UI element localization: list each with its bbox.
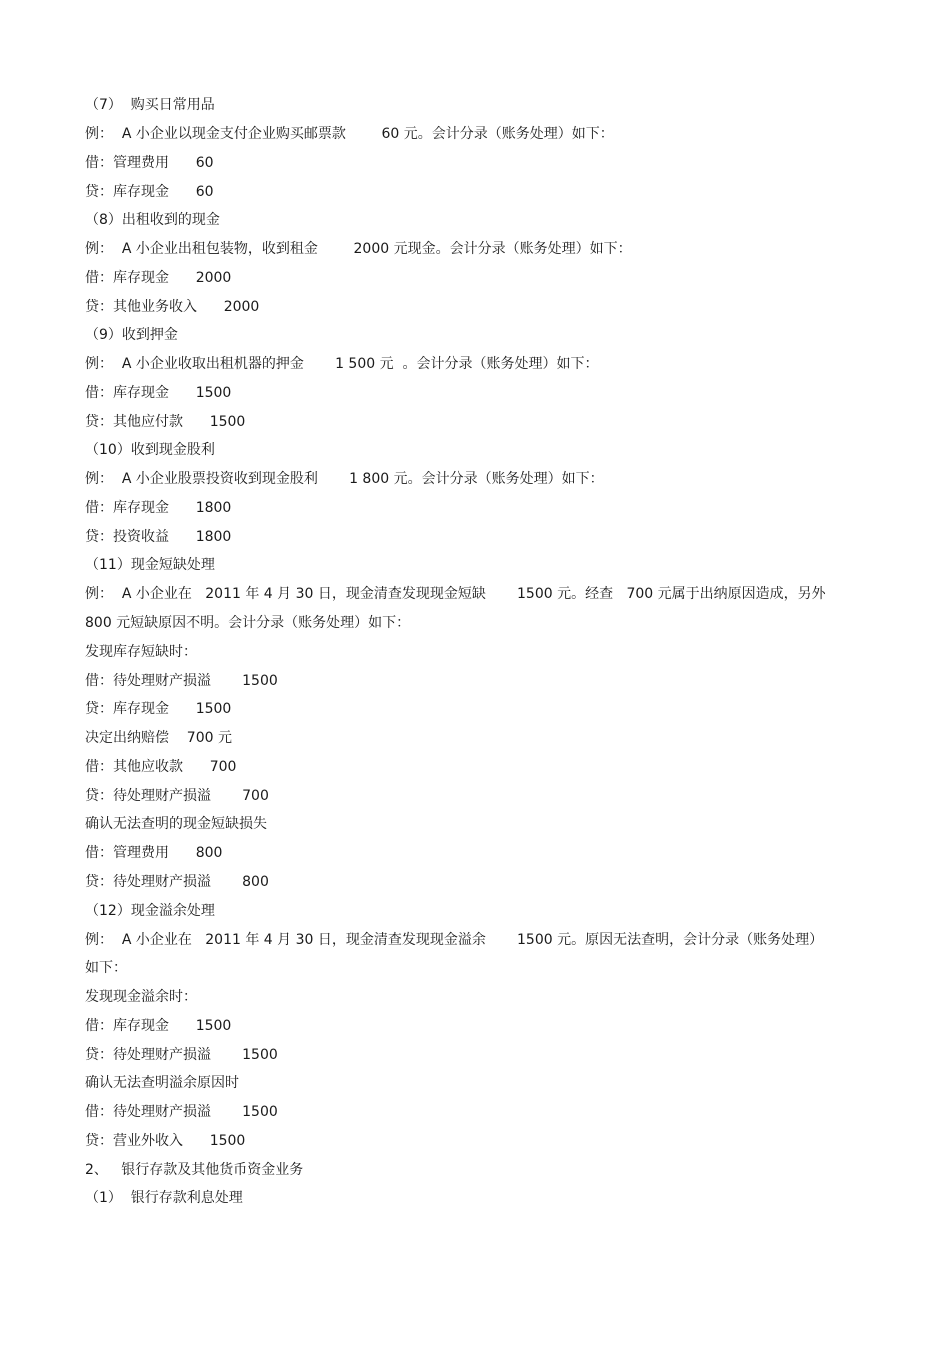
example-9: 例： A 小企业收取出租机器的押金 1 500 元 。会计分录（账务处理）如下： (85, 356, 599, 372)
section-heading-12: （12）现金溢余处理 (85, 903, 215, 919)
example-10: 例： A 小企业股票投资收到现金股利 1 800 元。会计分录（账务处理）如下： (85, 471, 604, 487)
credit-entry-11c: 贷：待处理财产损溢 800 (85, 874, 269, 890)
step-unexplained-loss: 确认无法查明的现金短缺损失 (85, 816, 267, 832)
debit-entry-11a: 借：待处理财产损溢 1500 (85, 673, 278, 689)
subsection-heading-1: （1） 银行存款利息处理 (85, 1190, 243, 1206)
section-heading-8: （8）出租收到的现金 (85, 212, 220, 228)
credit-entry-9: 贷：其他应付款 1500 (85, 414, 246, 430)
example-8: 例： A 小企业出租包装物，收到租金 2000 元现金。会计分录（账务处理）如下： (85, 241, 632, 257)
debit-entry-12b: 借：待处理财产损溢 1500 (85, 1104, 278, 1120)
debit-entry-11c: 借：管理费用 800 (85, 845, 223, 861)
credit-entry-8: 贷：其他业务收入 2000 (85, 299, 260, 315)
chapter-heading-2: 2、 银行存款及其他货币资金业务 (85, 1162, 304, 1178)
step-surplus-found: 发现现金溢余时： (85, 989, 197, 1005)
example-7: 例： A 小企业以现金支付企业购买邮票款 60 元。会计分录（账务处理）如下： (85, 126, 614, 142)
credit-entry-11a: 贷：库存现金 1500 (85, 701, 232, 717)
credit-entry-7: 贷：库存现金 60 (85, 184, 214, 200)
step-shortage-found: 发现库存短缺时： (85, 644, 197, 660)
debit-entry-12a: 借：库存现金 1500 (85, 1018, 232, 1034)
example-11: 例： A 小企业在 2011 年 4 月 30 日，现金清查发现现金短缺 1500 元。经查 700 元属于出纳原因造成，另外 (85, 586, 826, 602)
step-cashier-compensation: 决定出纳赔偿 700 元 (85, 730, 232, 746)
example-12: 例： A 小企业在 2011 年 4 月 30 日，现金清查发现现金溢余 1500 元。原因无法查明，会计分录（账务处理） (85, 932, 824, 948)
credit-entry-11b: 贷：待处理财产损溢 700 (85, 788, 269, 804)
debit-entry-7: 借：管理费用 60 (85, 155, 214, 171)
section-heading-11: （11）现金短缺处理 (85, 557, 215, 573)
section-heading-9: （9）收到押金 (85, 327, 178, 343)
credit-entry-12a: 贷：待处理财产损溢 1500 (85, 1047, 278, 1063)
section-heading-10: （10）收到现金股利 (85, 442, 215, 458)
debit-entry-11b: 借：其他应收款 700 (85, 759, 237, 775)
step-unexplained-surplus: 确认无法查明溢余原因时 (85, 1075, 239, 1091)
example-12-continued: 如下： (85, 960, 127, 976)
credit-entry-12b: 贷：营业外收入 1500 (85, 1133, 246, 1149)
debit-entry-9: 借：库存现金 1500 (85, 385, 232, 401)
debit-entry-8: 借：库存现金 2000 (85, 270, 232, 286)
example-11-continued: 800 元短缺原因不明。会计分录（账务处理）如下： (85, 615, 411, 631)
credit-entry-10: 贷：投资收益 1800 (85, 529, 232, 545)
debit-entry-10: 借：库存现金 1800 (85, 500, 232, 516)
section-heading-7: （7） 购买日常用品 (85, 97, 215, 113)
